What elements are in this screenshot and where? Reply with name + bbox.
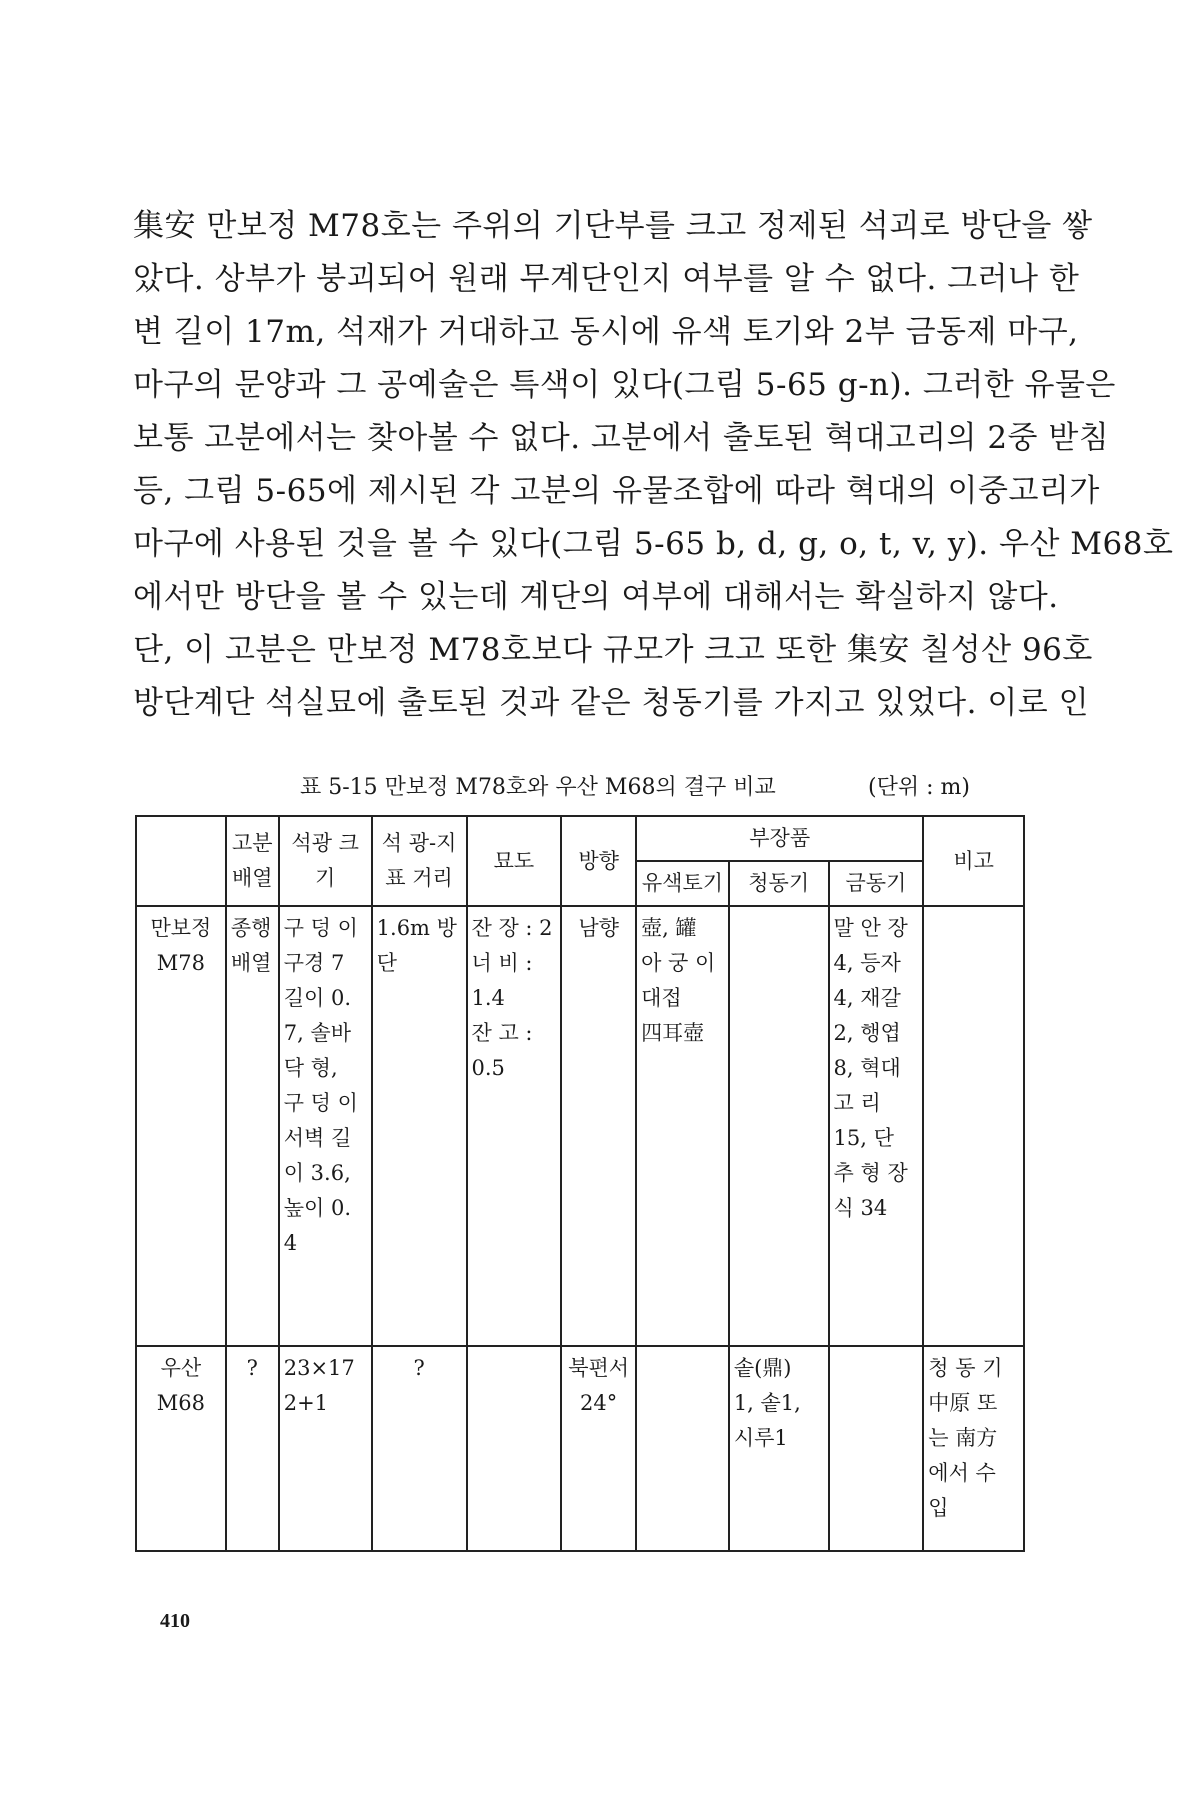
header-arrangement: 고분 배열: [226, 816, 279, 906]
header-passage: 묘도: [467, 816, 562, 906]
paragraph-line: 변 길이 17m, 석재가 거대하고 동시에 유색 토기와 2부 금동제 마구,: [133, 314, 1079, 350]
paragraph-line: 集安 만보정 M78호는 주위의 기단부를 크고 정제된 석괴로 방단을 쌓: [133, 208, 1093, 244]
cell-direction: 남향: [561, 906, 636, 1346]
page-number: 410: [160, 1610, 190, 1632]
cell-gilt-bronze: 말 안 장 4, 등자 4, 재갈 2, 행엽 8, 혁대 고 리 15, 단 추 형 장 식 34: [829, 906, 924, 1346]
header-bronze: 청동기: [729, 861, 829, 906]
cell-arrangement: ?: [226, 1346, 279, 1551]
cell-passage: [467, 1346, 562, 1551]
paragraph-line: 등, 그림 5-65에 제시된 각 고분의 유물조합에 따라 혁대의 이중고리가: [133, 473, 1100, 509]
header-colored-pottery: 유색토기: [636, 861, 729, 906]
table-caption: [300, 770, 1040, 801]
header-distance: 석 광-지 표 거리: [372, 816, 467, 906]
paragraph-line: 마구의 문양과 그 공예술은 특색이 있다(그림 5-65 g-n). 그러한 유물은: [133, 367, 1116, 403]
cell-colored-pottery: [636, 1346, 729, 1551]
header-chamber-size: 석광 크기: [279, 816, 372, 906]
header-direction: 방향: [561, 816, 636, 906]
header-gilt-bronze: 금동기: [829, 861, 924, 906]
cell-colored-pottery: 壺, 罐 아 궁 이 대접 四耳壺: [636, 906, 729, 1346]
table-unit: (단위 : m): [868, 775, 970, 800]
table-title: 표 5-15 만보정 M78호와 우산 M68의 결구 비교: [300, 775, 776, 800]
cell-distance: ?: [372, 1346, 467, 1551]
body-paragraph: [133, 200, 1174, 730]
paragraph-line: 방단계단 석실묘에 출토된 것과 같은 청동기를 가지고 있었다. 이로 인: [133, 685, 1090, 721]
header-row: [136, 816, 1024, 861]
paragraph-line: 단, 이 고분은 만보정 M78호보다 규모가 크고 또한 集安 칠성산 96호: [133, 632, 1093, 668]
paragraph-line: 에서만 방단을 볼 수 있는데 계단의 여부에 대해서는 확실하지 않다.: [133, 579, 1059, 615]
cell-remarks: 청 동 기 中原 또 는 南方 에서 수 입: [923, 1346, 1024, 1551]
cell-gilt-bronze: [829, 1346, 924, 1551]
cell-arrangement: 종행 배열: [226, 906, 279, 1346]
cell-distance: 1.6m 방 단: [372, 906, 467, 1346]
table-row: [136, 1346, 1024, 1551]
cell-name: 만보정 M78: [136, 906, 226, 1346]
cell-chamber-size: 구 덩 이 구경 7 길이 0. 7, 솔바 닥 형, 구 덩 이 서벽 길 이 3.6, 높이 0. 4: [279, 906, 372, 1346]
comparison-table: [135, 815, 1025, 1552]
header-remarks: 비고: [923, 816, 1024, 906]
cell-bronze: 솥(鼎) 1, 솥1, 시루1: [729, 1346, 829, 1551]
paragraph-line: 마구에 사용된 것을 볼 수 있다(그림 5-65 b, d, g, o, t, v, y). 우산 M68호: [133, 526, 1174, 562]
cell-bronze: [729, 906, 829, 1346]
table-row: [136, 906, 1024, 1346]
paragraph-line: 았다. 상부가 붕괴되어 원래 무계단인지 여부를 알 수 없다. 그러나 한: [133, 261, 1080, 297]
cell-direction: 북편서 24°: [561, 1346, 636, 1551]
paragraph-line: 보통 고분에서는 찾아볼 수 없다. 고분에서 출토된 혁대고리의 2중 받침: [133, 420, 1110, 456]
cell-chamber-size: 23×17 2+1: [279, 1346, 372, 1551]
cell-passage: 잔 장 : 2 너 비 : 1.4 잔 고 : 0.5: [467, 906, 562, 1346]
cell-name: 우산 M68: [136, 1346, 226, 1551]
header-empty: [136, 816, 226, 906]
header-grave-goods: 부장품: [636, 816, 923, 861]
cell-remarks: [923, 906, 1024, 1346]
